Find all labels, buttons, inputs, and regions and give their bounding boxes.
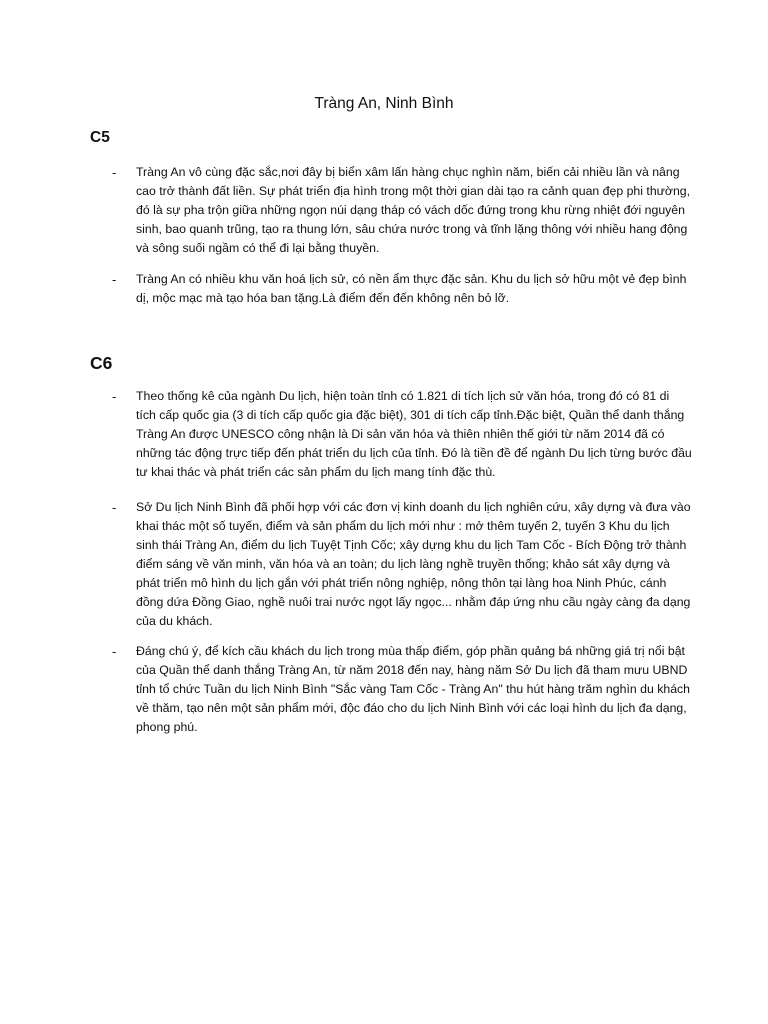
bullet-text: Theo thống kê của ngành Du lịch, hiện toàn tỉnh có 1.821 di tích lịch sử văn hóa, trong đó có 81 di tích cấp quốc gia (3 di tích cấp quốc gia đặc biệt), 301 di tích cấp tỉnh.Đặc biệt, Quần thể danh thắng Tràng An được UNESCO công nhận là Di sản văn hóa và thiên nhiên thế giới từ năm 2014 đã có những tác động trực tiếp đến phát triển du lịch của tỉnh. Đó là tiền đề để ngành Du lịch từng bước đầu tư khai thác và phát triển các sản phẩm du lịch mang tính đặc thù.	[136, 389, 692, 479]
bullet-text: Tràng An vô cùng đặc sắc,nơi đây bị biển xâm lấn hàng chục nghìn năm, biến cải nhiều lần và nâng cao trở thành đất liền. Sự phát triển địa hình trong một thời gian dài tạo ra cảnh quan đẹp phi thường, đó là sự pha trộn giữa những ngọn núi dạng tháp có vách dốc đứng trong khu rừng nhiệt đới nguyên sinh, bao quanh trũng, tạo ra thung lớn, sâu chứa nước trong và tĩnh lặng thông với nhiều hang động và sông suối ngầm có thể đi lại bằng thuyền.	[136, 165, 691, 255]
bullet-text: Tràng An có nhiều khu văn hoá lịch sử, có nền ẩm thực đặc sản. Khu du lịch sở hữu một vẻ đẹp bình dị, mộc mạc mà tạo hóa ban tặng.Là điểm đến đến không nên bỏ lỡ.	[136, 272, 687, 305]
bullet-item	[112, 642, 692, 737]
bullet-dash: -	[112, 500, 117, 515]
bullet-dash: -	[112, 272, 117, 287]
bullet-text: Đáng chú ý, để kích cầu khách du lịch trong mùa thấp điểm, góp phần quảng bá những giá trị nổi bật của Quần thể danh thắng Tràng An, từ năm 2018 đến nay, hàng năm Sở Du lịch đã tham mưu UBND tỉnh tổ chức Tuần du lịch Ninh Bình "Sắc vàng Tam Cốc - Tràng An" thu hút hàng trăm nghìn du khách về thăm, tạo nên một sản phẩm mới, độc đáo cho du lịch Ninh Bình với các loại hình du lịch đa dạng, phong phú.	[136, 644, 691, 734]
bullet-dash: -	[112, 644, 117, 659]
bullet-item	[112, 498, 692, 631]
bullet-item	[112, 387, 692, 482]
section-heading-c6: C6	[90, 353, 113, 373]
bullet-text: Sở Du lịch Ninh Bình đã phối hợp với các đơn vị kinh doanh du lịch nghiên cứu, xây dựng và đưa vào khai thác một số tuyến, điểm và sản phẩm du lịch mới như : mở thêm tuyến 2, tuyến 3 Khu du lịch sinh thái Tràng An, điểm du lịch Tuyệt Tịnh Cốc; xây dựng khu du lịch Tam Cốc - Bích Động trở thành điểm sáng về văn minh, văn hóa và an toàn; du lịch làng nghề truyền thống; khảo sát xây dựng và phát triển mô hình du lịch gắn với phát triển nông nghiệp, nông thôn tại làng hoa Ninh Phúc, cánh đồng dứa Đồng Giao, nghề nuôi trai nước ngọt lấy ngọc... nhằm đáp ứng nhu cầu ngày càng đa dạng của du khách.	[136, 500, 691, 628]
bullet-dash: -	[112, 389, 117, 404]
bullet-item	[112, 163, 692, 258]
document-title: Tràng An, Ninh Bình	[314, 95, 454, 112]
bullet-item	[112, 270, 692, 308]
bullet-dash: -	[112, 165, 117, 180]
section-heading-c5: C5	[90, 129, 110, 146]
